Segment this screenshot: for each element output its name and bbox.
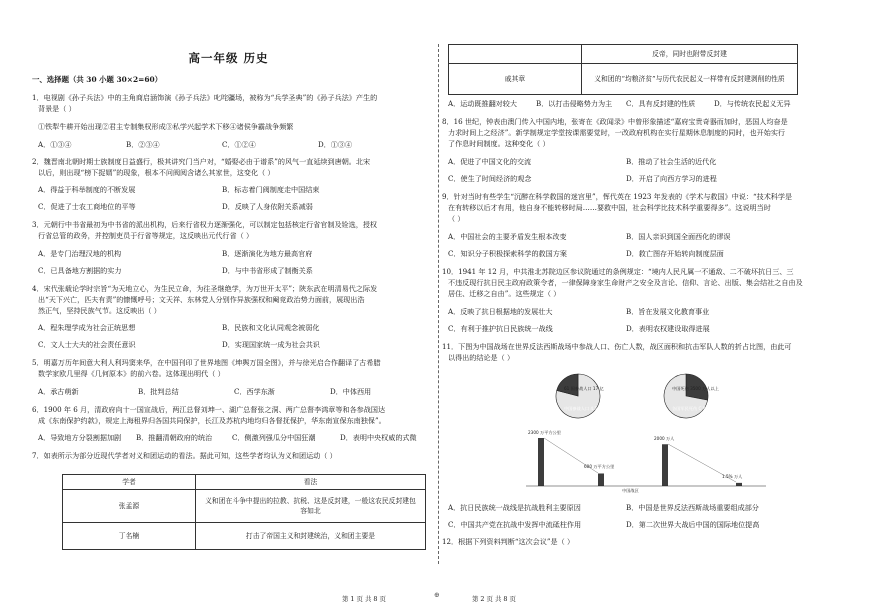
option-5b[interactable]: B．批判总结 — [138, 387, 179, 396]
table-cell-scholar: 张孟源 — [63, 490, 196, 523]
option-10c[interactable]: C．有利于推护抗日民族统一战线 — [448, 324, 553, 333]
pie-0-label-0: 61 国参战人口 17 亿 — [564, 386, 604, 391]
question-4-text: 4．宋代张载论学时宗旨“为天地立心，为生民立命，为往圣继绝学，为万世开太平”；陕东武在明清易代之际发 — [32, 284, 378, 293]
option-10b[interactable]: B．旨在发展文化教育事业 — [626, 307, 710, 316]
option-7a[interactable]: A．运动既推翻对较大 — [448, 99, 517, 108]
option-6c[interactable]: C．侧激列强瓜分中国狂潮 — [232, 433, 316, 442]
option-4b[interactable]: B．民族和文化认同观念被弱化 — [222, 323, 320, 332]
war-statistics-chart — [526, 368, 806, 498]
bar-label-3: 2000 万人 — [654, 436, 675, 441]
option-2a[interactable]: A．得益于科举制度的不断发展 — [38, 185, 136, 194]
question-9-text: 9．针对当时有些学生“沉醉在科学救国的迷宫里”，恽代英在 1923 年发表的《学术与救国》中说：“技术科学是 — [442, 192, 793, 201]
option-6b[interactable]: B．推翻清朝政府的统治 — [136, 433, 213, 442]
page-left — [26, 0, 431, 614]
option-3b[interactable]: B．逐渐演化为地方最高官府 — [222, 249, 313, 258]
scholars-table — [62, 474, 426, 550]
option-7b[interactable]: B．以打击侵略势力为主 — [536, 99, 613, 108]
page-title: 高一年级 历史 — [188, 51, 269, 65]
question-6-text-cont: 成《东南保护约款》，规定上海租界归各国共同保护，长江及苏杭内地均归各督抚保护，华东南宣保东南独保”。 — [38, 416, 386, 425]
table-cell-view: 义和团在斗争中提出的拉教、抗税、这是反封建，一般这农民反封建包容如北 — [196, 490, 426, 523]
option-2b[interactable]: B．标志着门阀制度走中国结束 — [222, 185, 320, 194]
chart-bars — [526, 429, 766, 494]
option-11c[interactable]: C．中国共产党在抗战中发挥中流砥柱作用 — [448, 520, 582, 529]
option-10a[interactable]: A．反映了抗日根据地的发展壮大 — [448, 307, 553, 316]
table-cell-view: 打击了帝国主义和封建统治，义和团主要是 — [196, 523, 426, 550]
question-10-text: 10．1941 年 12 月，中共淮北苏院边区参议院通过的条例规定：“境内人民凡属一不通敌、二不破坏抗日三、三 — [442, 267, 794, 276]
option-11d[interactable]: D．第二次世界大战后中国的国际地位提高 — [626, 520, 760, 529]
question-10-text-cont2: 居住、迁移之自由”。这些规定（ ） — [448, 289, 561, 298]
option-9d[interactable]: D．救亡图存开始转向制度层面 — [626, 249, 724, 258]
question-1-statements: ①铁犁牛耕开始出现②君主专制集权形成③私学兴起学术下移④诸侯争霸战争频繁 — [38, 122, 294, 131]
option-4a[interactable]: A．程朱理学成为社会正统思想 — [38, 323, 136, 332]
option-4c[interactable]: C．文人士大夫的社会责任意识 — [38, 340, 136, 349]
question-6-text: 6．1900 年 6 月，清政府向十一国宣战后，两江总督刘坤一、湖广总督张之洞、两广总督李鸿章等和各参战国达 — [32, 405, 386, 414]
question-8-text-cont2: 了作息时间制度。这种变化（ ） — [448, 139, 550, 148]
bar-0 — [538, 438, 544, 486]
pie-0-label-1: 中国参战人口 4.5 亿 — [564, 406, 603, 411]
option-10d[interactable]: D．表明农权建设取得进展 — [626, 324, 710, 333]
question-10-text-cont: 不违反现行抗日民主政府政策令者，一律保障身家生命财产之安全及言论、信仰、言论、出版、集会结社之自由及 — [448, 278, 803, 287]
bar-label-1: 600 万平方公里 — [584, 464, 615, 469]
question-3-text-cont: 行省总管的政务，并控制吏员于行省等规定，这反映出元代行省（ ） — [38, 231, 254, 240]
question-4-text-cont2: 然正气，坚持民族气节。这反映出（ ） — [38, 306, 161, 315]
page-footer: 第 1 页 共 8 页 — [342, 595, 386, 603]
column-divider — [438, 44, 439, 564]
option-5d[interactable]: D．中体西用 — [330, 387, 372, 396]
option-7d[interactable]: D．与传统农民起义无异 — [714, 99, 791, 108]
page-right — [442, 0, 852, 614]
option-11b[interactable]: B．中国是世界反法西斯战场重要组成部分 — [626, 503, 759, 512]
bar-label-2: 中国战区 — [622, 488, 639, 493]
option-5a[interactable]: A．承古萌新 — [38, 387, 79, 396]
question-2-text-cont: 以后，则出现“榜下捉婿”的现象，根本不问阀阅含诸么其家世，这变化（ ） — [38, 168, 275, 177]
question-9-text-cont: 在有转移以后才有用，他自身不能转移时局……要救中国，社会科学比技术科学重要得多”。这说明当时 — [448, 203, 771, 212]
option-4d[interactable]: D．实现国家统一成为社会共识 — [222, 340, 320, 349]
table-cell-scholar — [449, 45, 582, 64]
bar-label-4: 1.5% 万人 — [722, 474, 743, 479]
page-footer: 第 2 页 共 8 页 — [472, 595, 516, 603]
option-6d[interactable]: D．表明中央权威的式微 — [340, 433, 417, 442]
option-8d[interactable]: D．开启了向西方学习的进程 — [626, 174, 717, 183]
question-1-text: 1．电视剧《孙子兵法》中的主角商启涵饰演《孙子兵法》叱咤疆场，被称为“兵学圣典”的《孙子兵法》产生的 — [32, 93, 378, 102]
table-header-view: 看法 — [196, 475, 426, 490]
question-7-text: 7．如表所示为部分近现代学者对义和团运动的看法。据此可知，这些学者均认为义和团运动（ ） — [32, 451, 337, 460]
option-1b[interactable]: B．②③④ — [126, 140, 160, 149]
pie-1-label-0: 中国死伤 3500 万人以上 — [672, 386, 719, 391]
question-4-text-cont: 出“天下兴亡，匹夫有责”的慷慨呼号；文天祥、东林党人分别作异族强权和阉竞政治势力面前，展现出浩 — [38, 295, 365, 304]
option-3a[interactable]: A．是专门治理汉地的机构 — [38, 249, 122, 258]
table-cell-view: 反帝，同时也附带反封建 — [582, 45, 798, 64]
question-3-text: 3．元朝行中书省最初为中书省的派出机构，后来行省权力逐渐强化，可以制定包括核定行省官制及铨选，授权 — [32, 220, 378, 229]
option-2d[interactable]: D．反映了人身依附关系减弱 — [222, 202, 313, 211]
question-11-text: 11．下图为中国战场在世界反法西斯战场中参战人口、伤亡人数，战区面积和抗击军队人数的折占比图，由此可 — [442, 342, 792, 351]
option-5c[interactable]: C．西学东渐 — [234, 387, 275, 396]
pie-1-label-1: 各国军民死伤 C 9000 余万人 — [672, 406, 728, 411]
option-8c[interactable]: C．使生了时间经济的观念 — [448, 174, 532, 183]
section-heading: 一、选择题（共 30 小题 30×2=60） — [32, 75, 163, 84]
question-9-text-cont2: （ ） — [448, 214, 465, 223]
bar-1 — [598, 473, 604, 486]
option-6a[interactable]: A．导致地方分裂割据加剧 — [38, 433, 122, 442]
question-2-text: 2．魏晋南北朝时期士族制度日益盛行，极其讲究门当户对，“婚娶必由于谱系”的风气一直延续到唐朝。北宋 — [32, 157, 371, 166]
option-9c[interactable]: C．知识分子积极探索科学的救国方案 — [448, 249, 567, 258]
option-7c[interactable]: C．具有反封建的性质 — [626, 99, 696, 108]
option-9a[interactable]: A．中国社会的主要矛盾发生根本改变 — [448, 232, 567, 241]
question-5-text-cont: 数学家欧几里得《几何原本》的前六卷。这体现出明代（ ） — [38, 369, 225, 378]
option-1c[interactable]: C．①②④ — [222, 140, 256, 149]
scholars-table-continued — [448, 44, 798, 95]
option-8a[interactable]: A．促进了中国文化的交流 — [448, 157, 532, 166]
option-3c[interactable]: C．已具备地方割据的实力 — [38, 266, 122, 275]
question-5-text: 5．明嘉万历年间意大利人利玛窦来华，在中国刊印了世界地图《坤舆万国全图》，并与徐光启合作翻译了古希腊 — [32, 358, 381, 367]
option-1d[interactable]: D．①③④ — [318, 140, 353, 149]
bar-label-0: 2300 万平方公里 — [528, 430, 561, 435]
option-1a[interactable]: A．①③④ — [38, 140, 72, 149]
bar-2 — [662, 444, 668, 486]
option-9b[interactable]: B．国人亲识到国全面西化的谬误 — [626, 232, 731, 241]
bar-3 — [736, 483, 742, 486]
question-8-text: 8．16 世纪，钟表由澳门传入中国内地，张寄在《政闻录》中曾形象描述“嘉府宝贵奇器而加时，恶国人均奋是 — [442, 117, 788, 126]
table-cell-scholar: 戚其章 — [449, 64, 582, 95]
binding-hole-icon: ⊕ — [434, 591, 440, 599]
table-cell-scholar: 丁名楠 — [63, 523, 196, 550]
option-11a[interactable]: A．抗日民族统一战线是抗战胜利主要原因 — [448, 503, 581, 512]
option-8b[interactable]: B．推动了社会生活的近代化 — [626, 157, 717, 166]
table-cell-view: 义和团的“均粮济贫”与历代农民起义一样带有反封建剥削的性质 — [582, 64, 798, 95]
question-12-text: 12．根据下列资料判断“这次会议”是（ ） — [442, 537, 575, 546]
question-8-text-cont: 力求时间上之经济”。新学制规定学堂按课需要觉时，一改政府机构在实行星期休息制度的同时，也开始实行 — [448, 128, 786, 137]
option-2c[interactable]: C．促进了士农工商地位的平等 — [38, 202, 136, 211]
table-header-scholar: 学者 — [63, 475, 196, 490]
option-3d[interactable]: D．与中书省形成了制衡关系 — [222, 266, 313, 275]
chart-pies — [556, 374, 728, 418]
question-11-text-cont: 以得出的结论是（ ） — [448, 353, 515, 362]
question-1-text-cont: 背景是（ ） — [38, 104, 76, 113]
